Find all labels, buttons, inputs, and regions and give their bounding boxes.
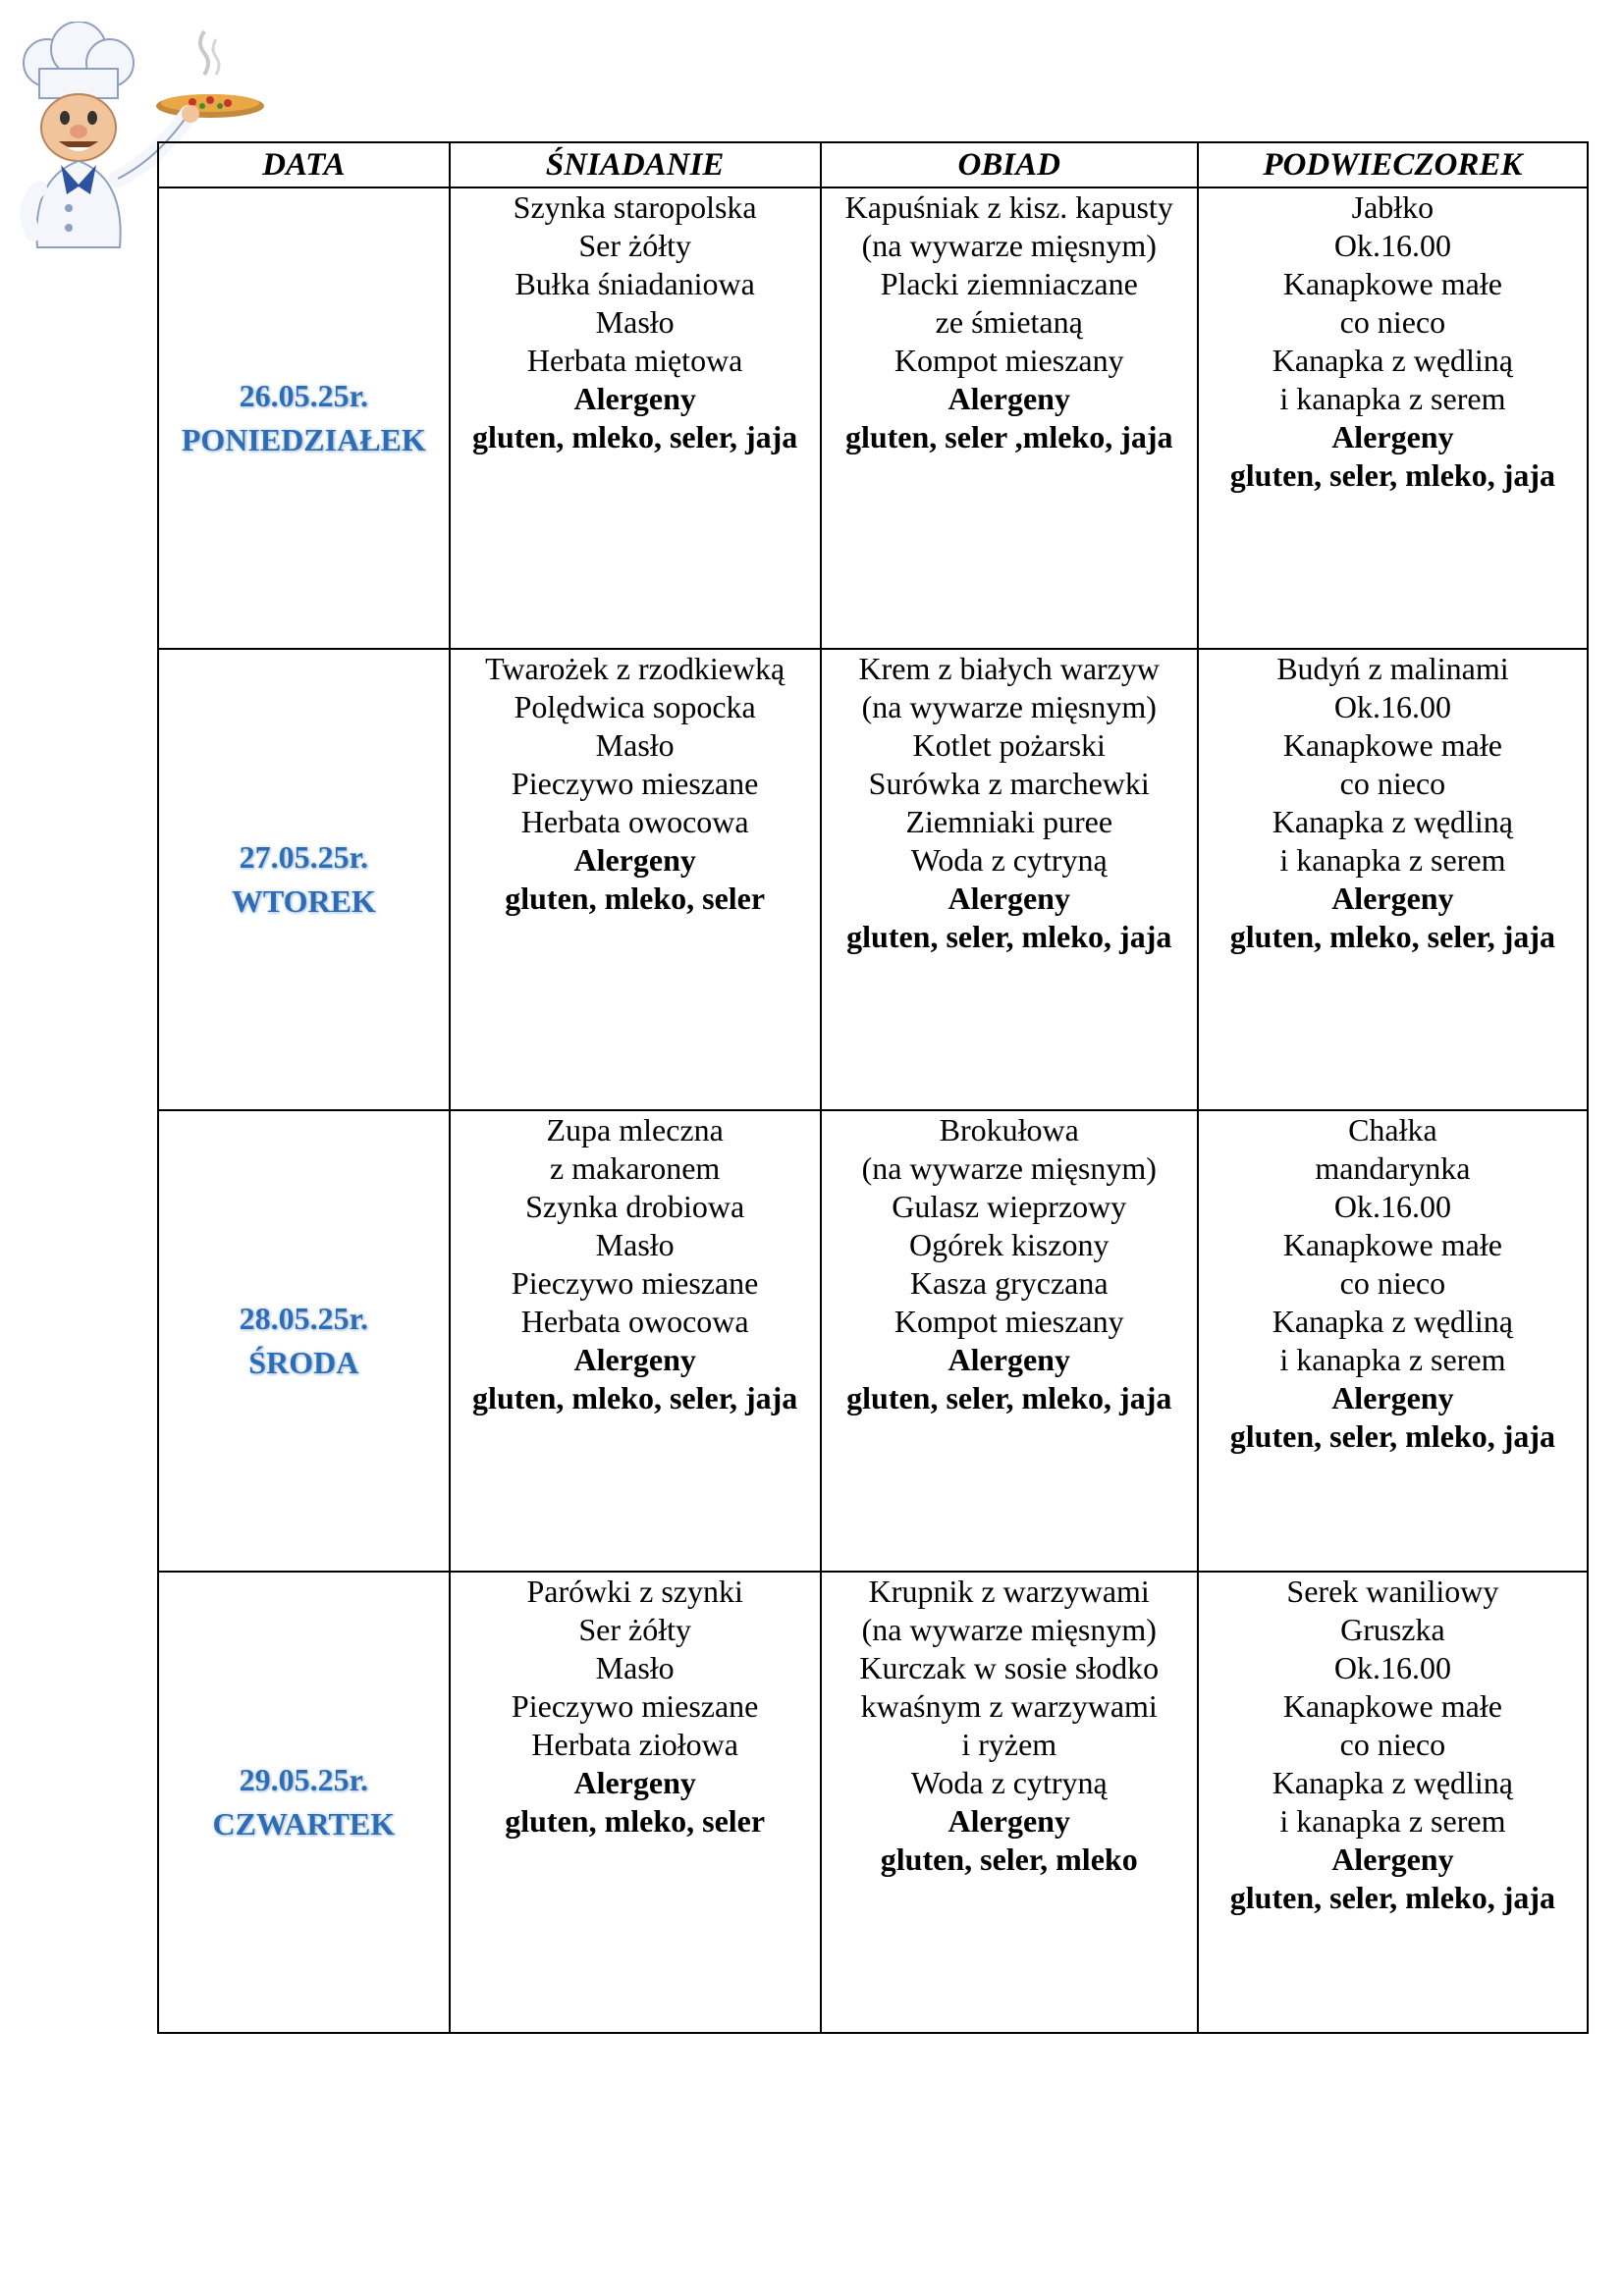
- snack-item: co nieco: [1339, 1265, 1446, 1301]
- lunch-item: (na wywarze mięsnym): [861, 689, 1157, 724]
- breakfast-allergens: gluten, mleko, seler, jaja: [472, 419, 798, 454]
- snack-item: Kanapkowe małe: [1282, 1227, 1502, 1262]
- breakfast-item: Szynka staropolska: [513, 189, 757, 225]
- header-lunch: OBIAD: [821, 142, 1198, 187]
- breakfast-item: Herbata owocowa: [520, 1304, 749, 1339]
- breakfast-item: Masło: [595, 304, 675, 340]
- lunch-item: Kompot mieszany: [893, 1304, 1124, 1339]
- snack-item: Ok.16.00: [1333, 1650, 1451, 1685]
- breakfast-item: Zupa mleczna: [546, 1112, 724, 1148]
- header-row: [158, 142, 1588, 187]
- day-date: 28.05.25r.: [239, 1301, 368, 1336]
- snack-item: Ok.16.00: [1333, 1189, 1451, 1224]
- lunch-allergens: gluten, seler, mleko, jaja: [846, 1380, 1172, 1415]
- lunch-item: Kompot mieszany: [893, 343, 1124, 378]
- allergens-label: Alergeny: [947, 1803, 1070, 1839]
- snack-item: co nieco: [1339, 304, 1446, 340]
- breakfast-allergens: gluten, mleko, seler: [505, 881, 766, 916]
- allergens-label: Alergeny: [947, 381, 1070, 416]
- lunch-item: Placki ziemniaczane: [880, 266, 1138, 301]
- snack-item: i kanapka z serem: [1279, 1342, 1506, 1377]
- breakfast-item: Polędwica sopocka: [514, 689, 756, 724]
- snack-item: Kanapka z wędliną: [1272, 804, 1513, 839]
- snack-allergens: gluten, mleko, seler, jaja: [1229, 919, 1555, 954]
- snack-item: Kanapkowe małe: [1282, 727, 1502, 763]
- breakfast-item: Szynka drobiowa: [525, 1189, 745, 1224]
- breakfast-cell: [450, 649, 821, 1110]
- snack-allergens: gluten, seler, mleko, jaja: [1229, 1880, 1555, 1915]
- day-row: [158, 649, 1588, 1110]
- snack-allergens: gluten, seler, mleko, jaja: [1229, 457, 1555, 493]
- day-row: [158, 187, 1588, 649]
- lunch-item: (na wywarze mięsnym): [861, 228, 1157, 263]
- lunch-allergens: gluten, seler ,mleko, jaja: [844, 419, 1173, 454]
- day-weekday: WTOREK: [231, 883, 376, 919]
- steam-icon: [200, 31, 208, 75]
- breakfast-cell: [450, 187, 821, 649]
- snack-item: Kanapka z wędliną: [1272, 1765, 1513, 1800]
- breakfast-item: Bułka śniadaniowa: [514, 266, 755, 301]
- allergens-label: Alergeny: [947, 881, 1070, 916]
- breakfast-item: Pieczywo mieszane: [511, 1265, 759, 1301]
- day-date: 27.05.25r.: [239, 839, 368, 875]
- day-date: 26.05.25r.: [239, 378, 368, 413]
- lunch-item: Krupnik z warzywami: [868, 1574, 1150, 1609]
- lunch-item: Ogórek kiszony: [908, 1227, 1110, 1262]
- allergens-label: Alergeny: [1331, 881, 1454, 916]
- date-cell: [158, 649, 450, 1110]
- date-cell: [158, 187, 450, 649]
- header-breakfast: ŚNIADANIE: [450, 142, 821, 187]
- lunch-item: i ryżem: [961, 1727, 1057, 1762]
- lunch-item: (na wywarze mięsnym): [861, 1612, 1157, 1647]
- day-row: [158, 1110, 1588, 1572]
- breakfast-item: Ser żółty: [578, 1612, 691, 1647]
- lunch-item: Surówka z marchewki: [868, 766, 1150, 801]
- snack-item: Budyń z malinami: [1276, 651, 1509, 686]
- chef-face: [41, 94, 116, 161]
- snack-item: i kanapka z serem: [1279, 1803, 1506, 1839]
- lunch-item: ze śmietaną: [935, 304, 1083, 340]
- header-date: DATA: [158, 142, 450, 187]
- lunch-allergens: gluten, seler, mleko: [880, 1842, 1138, 1877]
- lunch-item: Brokułowa: [939, 1112, 1079, 1148]
- breakfast-allergens: gluten, mleko, seler: [505, 1803, 766, 1839]
- snack-item: Kanapkowe małe: [1282, 1688, 1502, 1724]
- allergens-label: Alergeny: [1331, 1380, 1454, 1415]
- snack-cell: [1198, 1572, 1588, 2033]
- breakfast-cell: [450, 1572, 821, 2033]
- date-cell: [158, 1572, 450, 2033]
- allergens-label: Alergeny: [1331, 419, 1454, 454]
- day-row: [158, 1572, 1588, 2033]
- breakfast-item: Pieczywo mieszane: [511, 766, 759, 801]
- snack-item: i kanapka z serem: [1279, 381, 1506, 416]
- snack-item: Chałka: [1348, 1112, 1437, 1148]
- lunch-item: Ziemniaki puree: [905, 804, 1113, 839]
- allergens-label: Alergeny: [1331, 1842, 1454, 1877]
- breakfast-allergens: gluten, mleko, seler, jaja: [472, 1380, 798, 1415]
- snack-item: Ok.16.00: [1333, 228, 1451, 263]
- day-weekday: ŚRODA: [248, 1345, 359, 1380]
- breakfast-item: Herbata ziołowa: [531, 1727, 738, 1762]
- breakfast-item: Pieczywo mieszane: [511, 1688, 759, 1724]
- snack-cell: [1198, 1110, 1588, 1572]
- lunch-item: (na wywarze mięsnym): [861, 1150, 1157, 1186]
- lunch-cell: [821, 187, 1198, 649]
- snack-item: i kanapka z serem: [1279, 842, 1506, 878]
- allergens-label: Alergeny: [573, 842, 696, 878]
- breakfast-item: Ser żółty: [578, 228, 691, 263]
- lunch-cell: [821, 649, 1198, 1110]
- breakfast-item: Herbata miętowa: [526, 343, 743, 378]
- lunch-cell: [821, 1572, 1198, 2033]
- lunch-item: Krem z białych warzyw: [858, 651, 1160, 686]
- header-snack: PODWIECZOREK: [1198, 142, 1588, 187]
- lunch-item: kwaśnym z warzywami: [860, 1688, 1158, 1724]
- allergens-label: Alergeny: [573, 381, 696, 416]
- snack-item: Jabłko: [1351, 189, 1435, 225]
- breakfast-item: Masło: [595, 1227, 675, 1262]
- lunch-item: Kotlet pożarski: [912, 727, 1106, 763]
- snack-item: Kanapka z wędliną: [1272, 343, 1513, 378]
- snack-item: co nieco: [1339, 1727, 1446, 1762]
- snack-item: Serek waniliowy: [1286, 1574, 1499, 1609]
- snack-item: Ok.16.00: [1333, 689, 1451, 724]
- breakfast-item: Masło: [595, 1650, 675, 1685]
- breakfast-item: Parówki z szynki: [526, 1574, 743, 1609]
- date-cell: [158, 1110, 450, 1572]
- snack-item: mandarynka: [1315, 1150, 1471, 1186]
- lunch-item: Woda z cytryną: [910, 842, 1108, 878]
- menu-table: [157, 141, 1589, 2034]
- day-weekday: CZWARTEK: [212, 1806, 396, 1842]
- day-date: 29.05.25r.: [239, 1762, 368, 1797]
- allergens-label: Alergeny: [573, 1342, 696, 1377]
- breakfast-item: Herbata owocowa: [520, 804, 749, 839]
- breakfast-item: z makaronem: [550, 1150, 721, 1186]
- lunch-item: Kurczak w sosie słodko: [859, 1650, 1160, 1685]
- lunch-cell: [821, 1110, 1198, 1572]
- lunch-item: Woda z cytryną: [910, 1765, 1108, 1800]
- lunch-allergens: gluten, seler, mleko, jaja: [846, 919, 1172, 954]
- breakfast-cell: [450, 1110, 821, 1572]
- allergens-label: Alergeny: [573, 1765, 696, 1800]
- day-weekday: PONIEDZIAŁEK: [181, 422, 426, 457]
- lunch-item: Kasza gryczana: [909, 1265, 1109, 1301]
- snack-allergens: gluten, seler, mleko, jaja: [1229, 1418, 1555, 1454]
- snack-item: co nieco: [1339, 766, 1446, 801]
- lunch-item: Gulasz wieprzowy: [892, 1189, 1127, 1224]
- lunch-item: Kapuśniak z kisz. kapusty: [844, 189, 1173, 225]
- pizza-icon: [156, 94, 264, 118]
- chef-hat-icon: [24, 22, 134, 98]
- snack-item: Kanapkowe małe: [1282, 266, 1502, 301]
- breakfast-item: Twarożek z rzodkiewką: [485, 651, 785, 686]
- snack-item: Gruszka: [1340, 1612, 1445, 1647]
- snack-cell: [1198, 187, 1588, 649]
- allergens-label: Alergeny: [947, 1342, 1070, 1377]
- snack-cell: [1198, 649, 1588, 1110]
- snack-item: Kanapka z wędliną: [1272, 1304, 1513, 1339]
- breakfast-item: Masło: [595, 727, 675, 763]
